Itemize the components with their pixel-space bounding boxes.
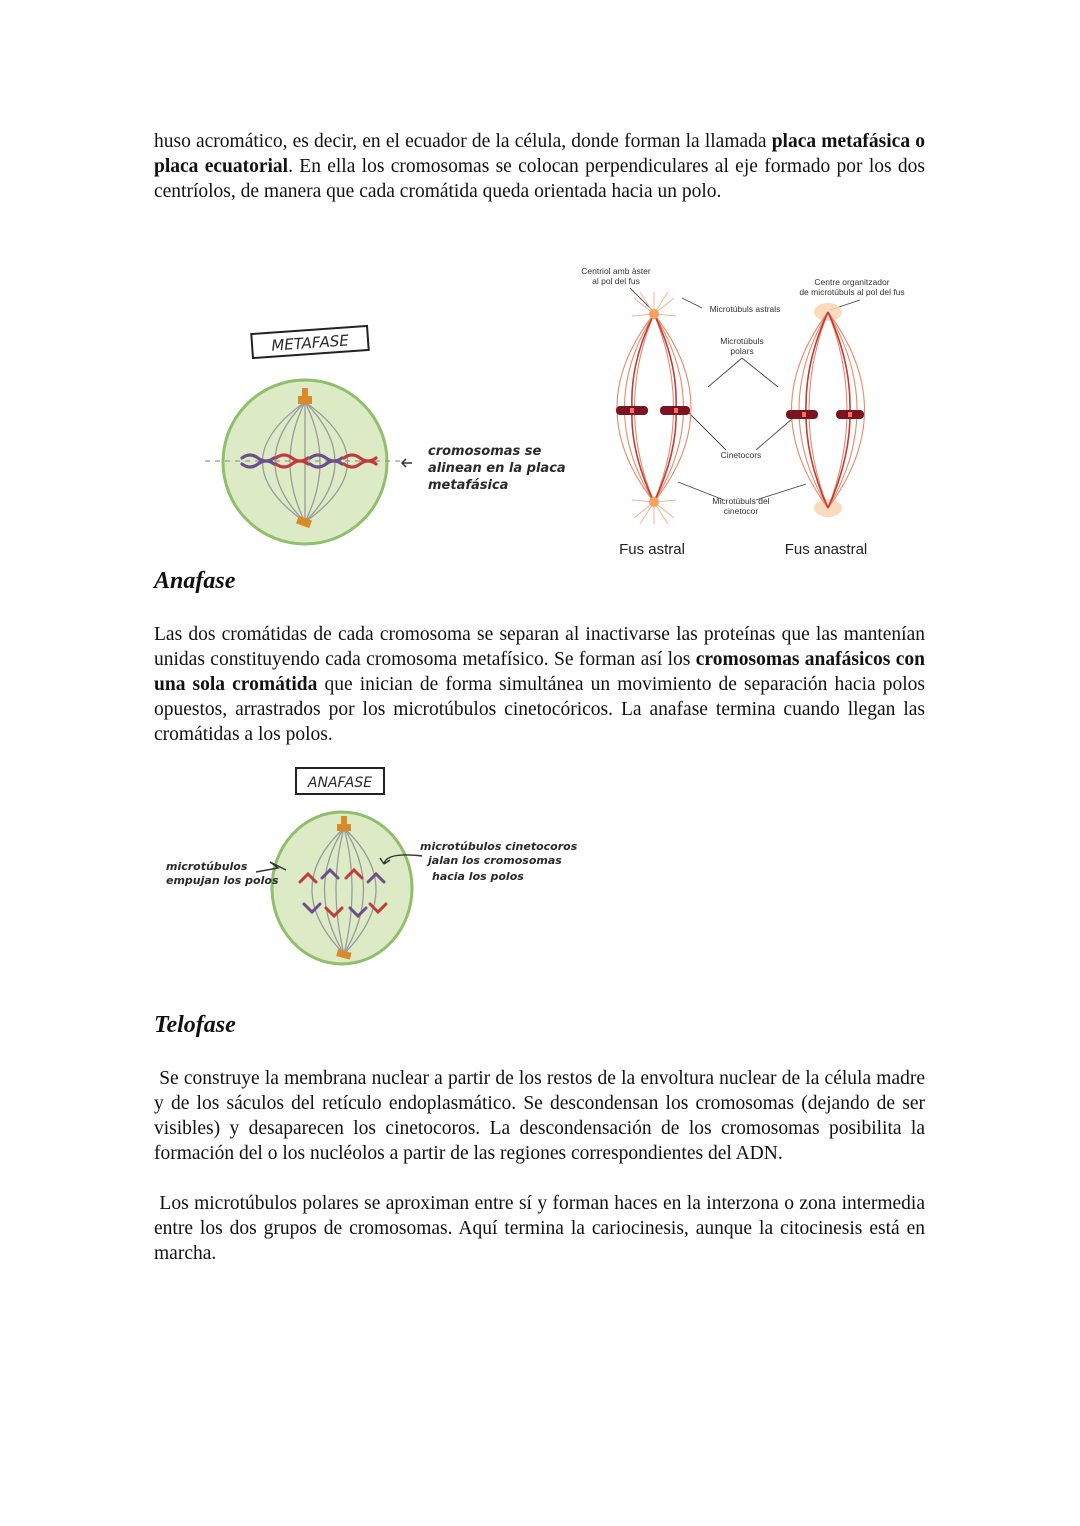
anafase-right-note-line2: jalan los cromosomas — [428, 854, 562, 867]
metafase-arrow — [402, 459, 412, 467]
intro-paragraph: huso acromático, es decir, en el ecuador de la célula, donde forman la llamada placa metafásica o placa ecuatorial. En ella los cromosomas se colocan perpendiculares al eje formado por los dos centríolos, de manera que cada cromátida queda orientada hacia un polo. — [154, 131, 925, 202]
anafase-paragraph: Las dos cromátidas de cada cromosoma se separan al inactivarse las proteínas que las mantenían unidas constituyendo cada cromosoma metafísico. Se forman así los cromosomas anafásicos con una sola cromátida que inician de forma simultánea un movimiento de separación hacia polos opuestos, arrastrados por los microtúbulos cinetocóricos. La anafase termina cuando llegan las cromátidas a los polos. — [154, 624, 926, 745]
anafase-heading: Anafase — [154, 568, 236, 594]
telofase-paragraph-1: Se construye la membrana nuclear a partir de los restos de la envoltura nuclear de la célula madre y de los sáculos del retículo endoplasmático. Se descondensan los cromosomas (dejando de ser visibles) y desaparecen los cinetocoros. La descondensación de los cromosomas posibilita la formación del o los nucléolos a partir de las regiones correspondientes del ADN. — [154, 1068, 930, 1164]
label-kinetochore-mt-line1: Microtúbuls del — [712, 496, 770, 506]
spindle-diagram — [560, 262, 940, 562]
metafase-figure — [190, 320, 570, 550]
label-polar-mt-line1: Microtúbuls — [720, 336, 764, 346]
anafase-right-note-line1: microtúbulos cinetocoros — [420, 840, 578, 853]
caption-fus-astral: Fus astral — [619, 541, 685, 558]
label-cinetocors: Cinetocors — [720, 450, 762, 460]
label-centre-org-line2: de microtúbuls al pol del fus — [799, 287, 905, 297]
label-centriol-line1: Centriol amb àster — [581, 266, 651, 276]
astral-centriol-top — [649, 309, 659, 319]
anafase-left-note-line1: microtúbulos — [166, 860, 248, 873]
anastral-spindle — [786, 303, 865, 517]
anafase-title: ANAFASE — [307, 775, 373, 791]
anafase-figure — [160, 764, 578, 974]
anafase-right-note-line3: hacia los polos — [432, 870, 524, 883]
anafase-left-note-line2: empujan los polos — [166, 874, 279, 887]
metafase-note-line1: cromosomas se — [428, 444, 542, 459]
label-astral-mt: Microtúbuls astrals — [709, 304, 781, 314]
metafase-note-line2: alinean en la placa — [428, 461, 566, 476]
label-centre-org-line1: Centre organitzador — [814, 277, 890, 287]
astral-spindle — [616, 292, 691, 524]
caption-fus-anastral: Fus anastral — [784, 541, 868, 558]
label-kinetochore-mt-line2: cinetocor — [723, 506, 759, 516]
metafase-note-line3: metafásica — [428, 478, 509, 493]
telofase-heading: Telofase — [154, 1012, 236, 1038]
anastral-chromosomes — [786, 410, 864, 419]
label-centriol-line2: al pol del fus — [592, 276, 640, 286]
metafase-title: METAFASE — [270, 331, 350, 355]
telofase-paragraph-2: Los microtúbulos polares se aproximan entre sí y forman haces en la interzona o zona intermedia entre los dos grupos de cromosomas. Aquí termina la cariocinesis, aunque la citocinesis está en marcha. — [154, 1193, 930, 1264]
label-polar-mt-line2: polars — [730, 346, 754, 356]
astral-chromosomes — [616, 406, 690, 415]
astral-centriol-bottom — [649, 497, 659, 507]
